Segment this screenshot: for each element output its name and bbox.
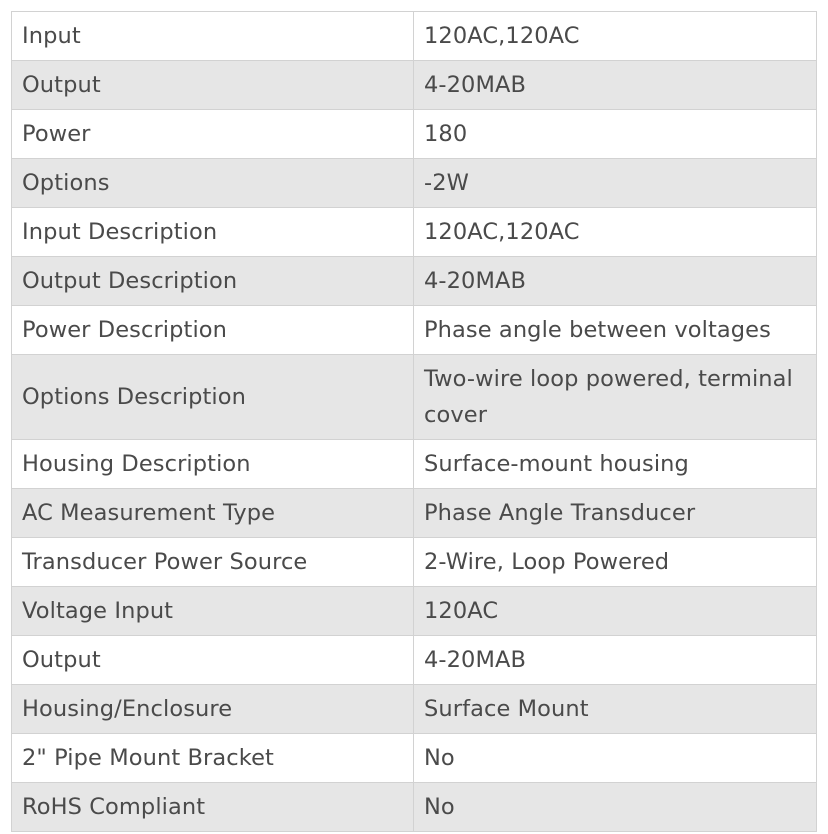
row-value: 2-Wire, Loop Powered [414,538,817,587]
specifications-table [11,11,817,832]
table-row-input-description [12,208,817,257]
row-label: Transducer Power Source [12,538,414,587]
row-label: Input Description [12,208,414,257]
table-row-power [12,110,817,159]
table-row-output-description [12,257,817,306]
row-label: Output Description [12,257,414,306]
row-value: Surface-mount housing [414,440,817,489]
row-value: 120AC,120AC [414,12,817,61]
row-value: Phase angle between voltages [414,306,817,355]
row-value: 120AC [414,587,817,636]
table-row-voltage-input [12,587,817,636]
table-row-options-description [12,355,817,440]
row-label: Power Description [12,306,414,355]
row-label: Options [12,159,414,208]
row-value: No [414,783,817,832]
table-row-housing-description [12,440,817,489]
table-row-output-2 [12,636,817,685]
table-row-output [12,61,817,110]
row-value: Phase Angle Transducer [414,489,817,538]
row-label: 2" Pipe Mount Bracket [12,734,414,783]
row-value: 180 [414,110,817,159]
row-label: Housing Description [12,440,414,489]
table-row-transducer-power-source [12,538,817,587]
table-row-power-description [12,306,817,355]
row-label: Output [12,636,414,685]
table-row-ac-measurement-type [12,489,817,538]
row-label: Options Description [12,355,414,440]
table-row-pipe-mount-bracket [12,734,817,783]
row-value: 4-20MAB [414,61,817,110]
row-value: 120AC,120AC [414,208,817,257]
table-row-options [12,159,817,208]
row-label: Input [12,12,414,61]
table-row-housing-enclosure [12,685,817,734]
row-label: Power [12,110,414,159]
row-value: Two-wire loop powered, terminal cover [414,355,817,440]
row-value: -2W [414,159,817,208]
row-value: No [414,734,817,783]
row-value: 4-20MAB [414,257,817,306]
row-value: Surface Mount [414,685,817,734]
row-label: Voltage Input [12,587,414,636]
row-label: Housing/Enclosure [12,685,414,734]
table-row-rohs-compliant [12,783,817,832]
row-label: AC Measurement Type [12,489,414,538]
row-label: Output [12,61,414,110]
specifications-table-body [12,12,817,832]
row-value: 4-20MAB [414,636,817,685]
row-label: RoHS Compliant [12,783,414,832]
table-row-input [12,12,817,61]
